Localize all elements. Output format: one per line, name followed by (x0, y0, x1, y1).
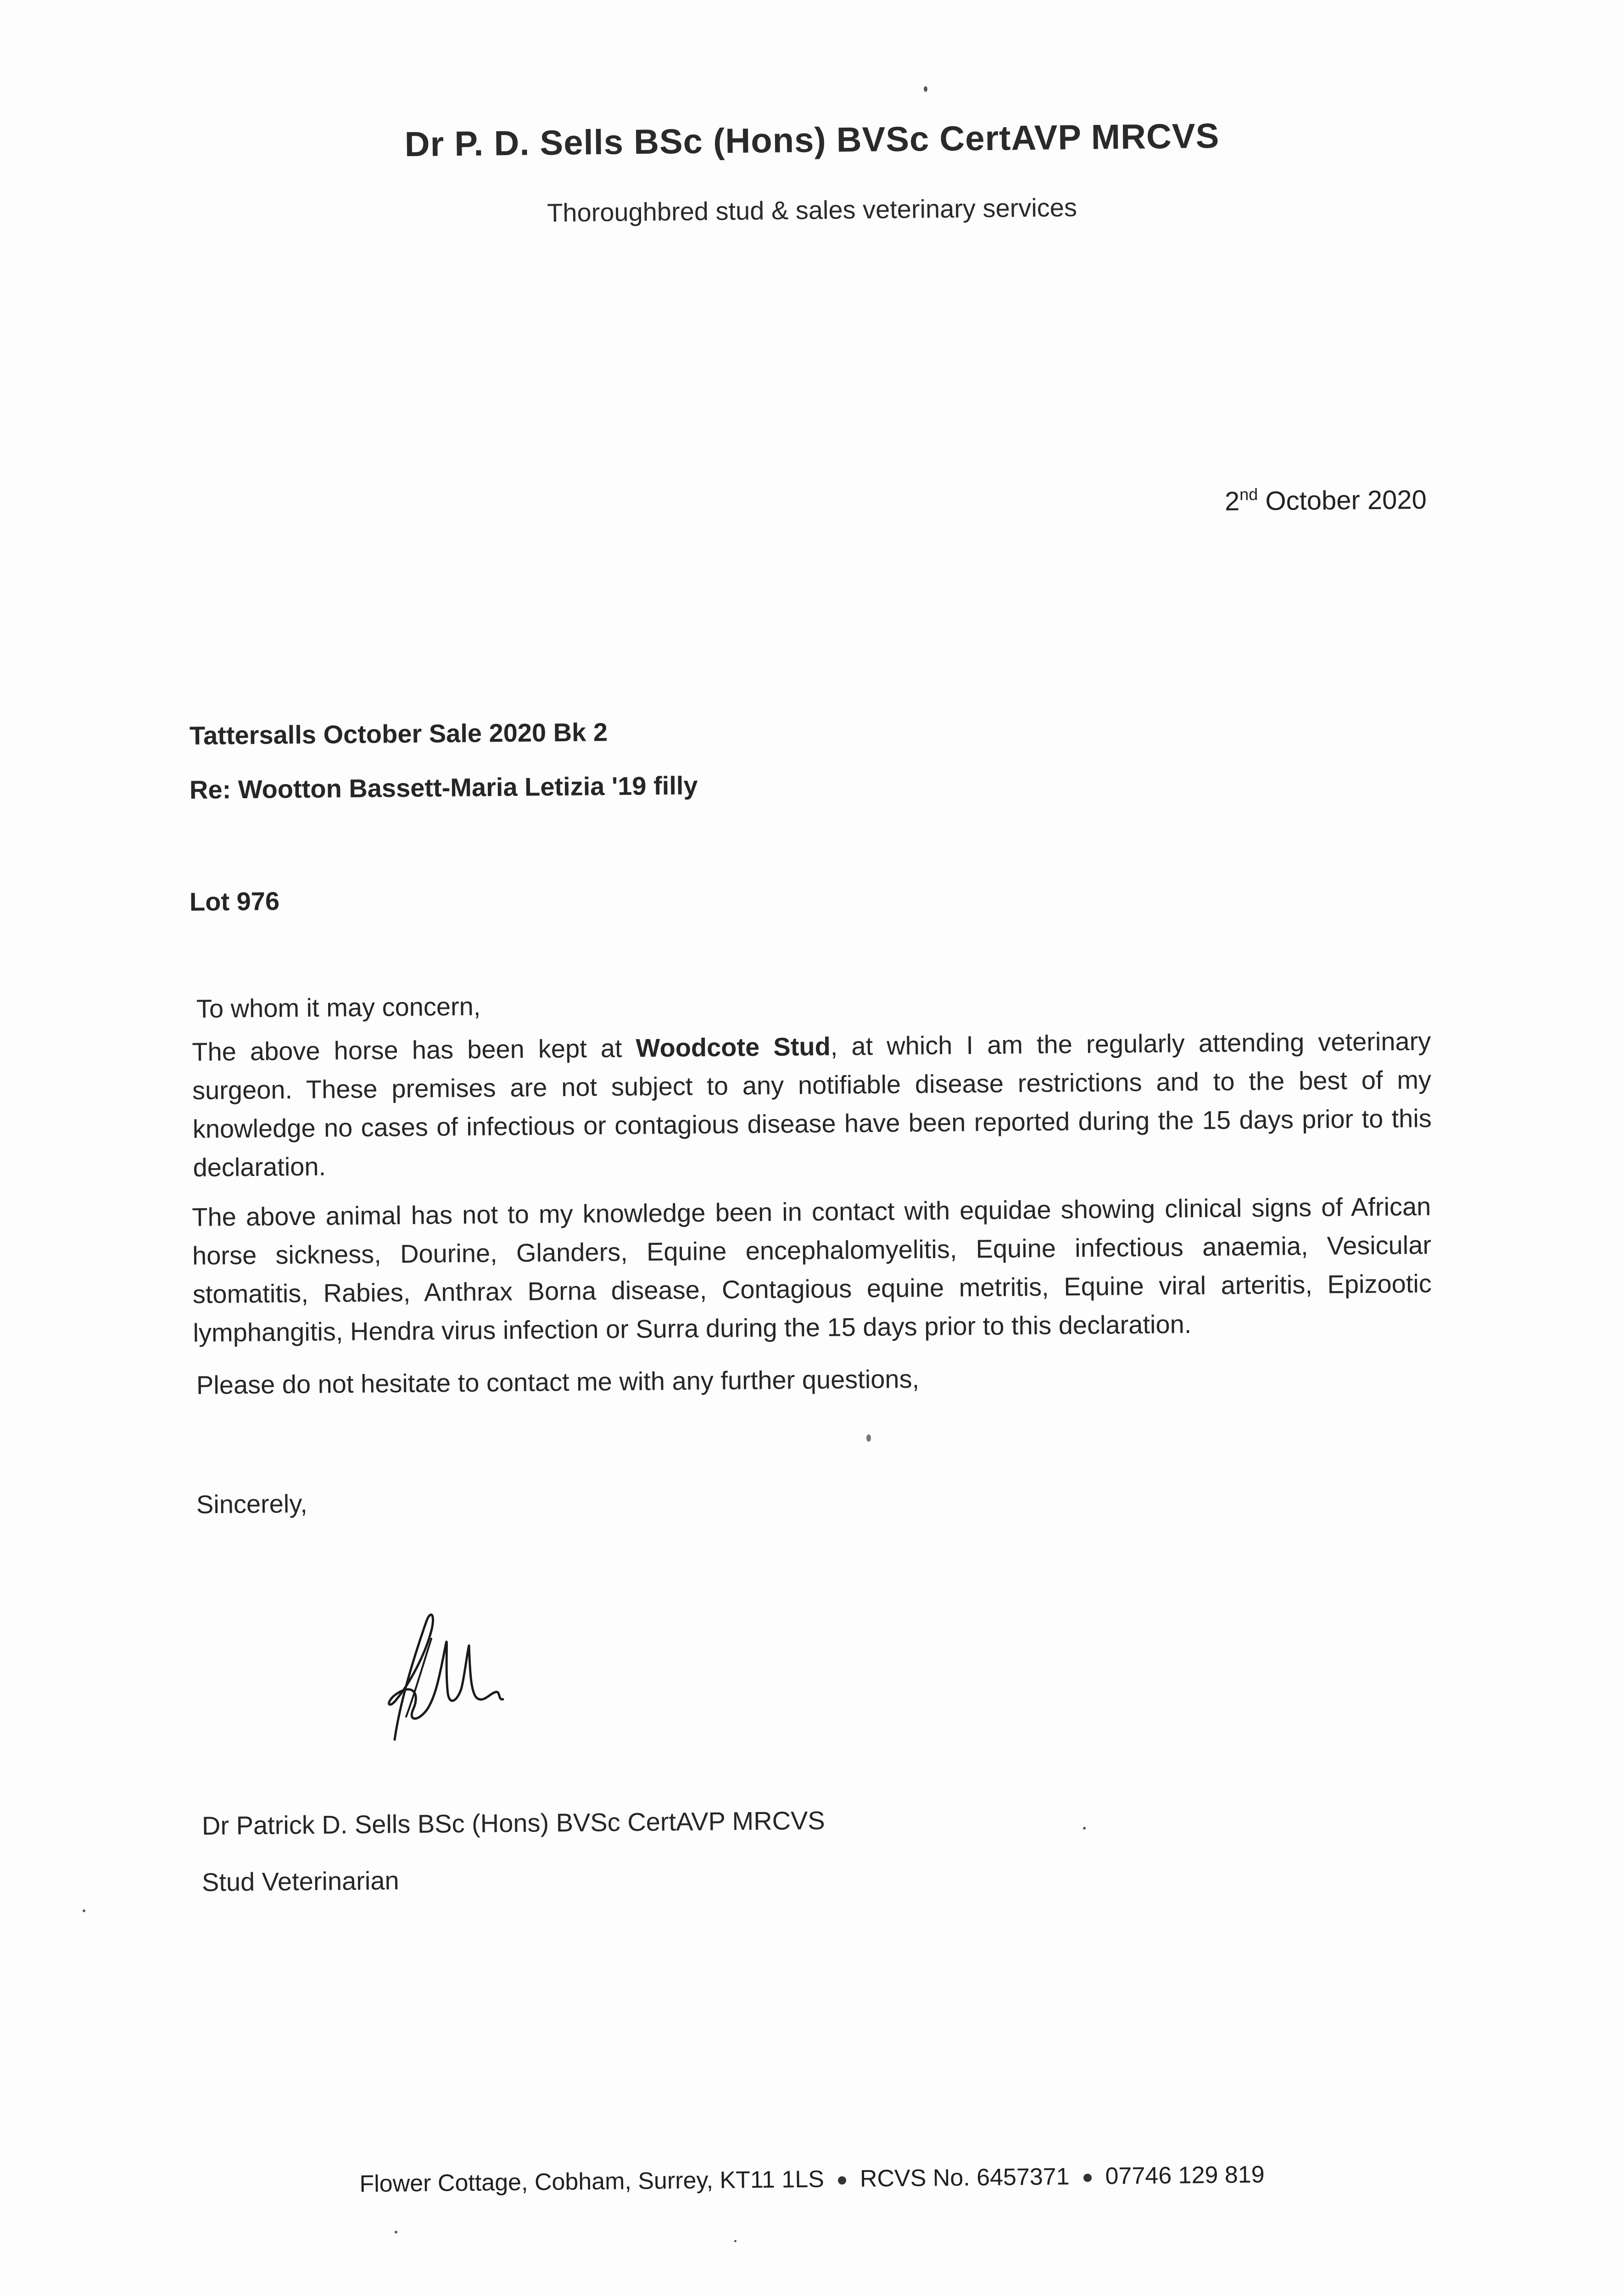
footer-phone: 07746 129 819 (1105, 2161, 1265, 2190)
paragraph-premises-start: The above horse has been kept at (192, 1033, 636, 1066)
footer-rcvs: RCVS No. 6457371 (859, 2163, 1070, 2192)
bullet-icon (1083, 2174, 1092, 2182)
footer-address: Flower Cottage, Cobham, Surrey, KT11 1LS (359, 2166, 825, 2198)
paragraph-premises (192, 1022, 1432, 1187)
date-suffix: nd (1239, 485, 1258, 504)
scan-speck (866, 1434, 871, 1442)
paragraph-premises-end: , at which I am the regularly attending veterinary surgeon. These premises are not subject to any notifiable disease restrictions and to the best of my knowledge no cases of infectious or contagious disease have been reported during the 15 days prior to this declaration. (192, 1026, 1432, 1182)
date-day: 2 (1224, 486, 1240, 516)
scan-speck (83, 1909, 85, 1912)
sale-reference: Tattersalls October Sale 2020 Bk 2 (189, 717, 608, 750)
subject-reference: Re: Wootton Bassett-Maria Letizia '19 filly (189, 771, 698, 804)
salutation: To whom it may concern, (196, 991, 481, 1023)
scan-speck (734, 2240, 737, 2242)
letter-footer (0, 2157, 1624, 2201)
date-rest: October 2020 (1265, 485, 1427, 516)
lot-number: Lot 976 (189, 886, 280, 916)
stud-name: Woodcote Stud (636, 1031, 831, 1063)
handwritten-signature-icon (367, 1602, 532, 1753)
paragraph-contact: The above animal has not to my knowledge been in contact with equidae showing clinical signs of African horse sickness, Dourine, Glanders, Equine encephalomyelitis, Equine infectious anaemia, Vesicular stomatitis, Rabies, Anthrax Borna disease, Contagious equine metritis, Equine viral arteritis, Epizootic lymphangitis, Hendra virus infection or Surra during the 15 days prior to this declaration. (192, 1192, 1432, 1347)
signatory-title: Stud Veterinarian (201, 1866, 399, 1897)
letter-date (1225, 483, 1427, 517)
scan-speck (1083, 1827, 1086, 1830)
closing-request: Please do not hesitate to contact me with any further questions, (196, 1364, 920, 1399)
letterhead-name: Dr P. D. Sells BSc (Hons) BVSc CertAVP MRCVS (404, 116, 1220, 164)
scan-speck (924, 86, 927, 92)
closing-sincerely: Sincerely, (196, 1489, 307, 1519)
scan-speck (395, 2231, 397, 2233)
letterhead-tagline: Thoroughbred stud & sales veterinary services (547, 192, 1077, 228)
bullet-icon (838, 2176, 846, 2184)
signatory-name: Dr Patrick D. Sells BSc (Hons) BVSc CertAVP MRCVS (201, 1806, 826, 1840)
